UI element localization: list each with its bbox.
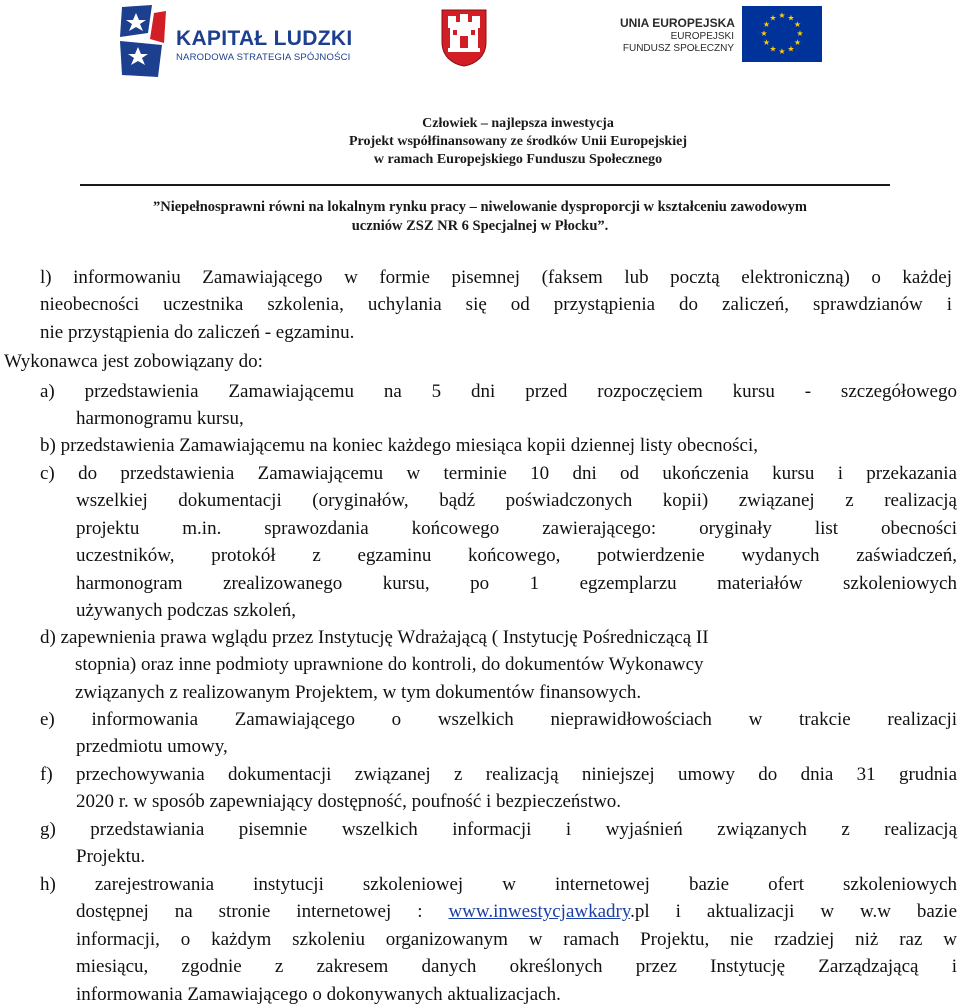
item-l-line2: nieobecności uczestnika szkolenia, uchylania się od przystąpienia do zaliczeń, sprawdzianów i: [40, 294, 952, 316]
item-e-line1: e) informowania Zamawiającego o wszelkich nieprawidłowościach w trakcie realizacji: [40, 709, 957, 730]
svg-text:★: ★: [793, 20, 802, 29]
item-c: [40, 460, 957, 624]
kapital-ludzki-subtitle: NARODOWA STRATEGIA SPÓJNOŚCI: [176, 52, 351, 63]
item-b: [40, 432, 758, 459]
item-e: [40, 706, 957, 761]
svg-text:★: ★: [769, 13, 777, 23]
eu-logo-line1: UNIA EUROPEJSKA: [620, 16, 735, 30]
item-d-line1: d) zapewnienia prawa wglądu przez Instytucję Wdrażającą ( Instytucję Pośredniczącą II: [40, 627, 709, 648]
item-f-line1: f) przechowywania dokumentacji związanej z realizacją niniejszej umowy do dnia 31 grudnia: [40, 764, 957, 785]
svg-text:★: ★: [769, 44, 777, 54]
obligations-intro: Wykonawca jest zobowiązany do:: [4, 351, 263, 372]
item-f: [40, 761, 957, 816]
item-d-line2: stopnia) oraz inne podmioty uprawnione do kontroli, do dokumentów Wykonawcy: [75, 654, 704, 676]
item-h-line1: h) zarejestrowania instytucji szkoleniowej w internetowej bazie ofert szkoleniowych: [40, 874, 957, 895]
svg-text:★: ★: [762, 38, 771, 47]
project-title-line2: uczniów ZSZ NR 6 Specjalnej w Płocku”.: [351, 218, 609, 234]
item-l: [40, 264, 952, 346]
item-h: [40, 871, 957, 1008]
inwestycjawkadry-link[interactable]: www.inwestycjawkadry: [448, 901, 631, 923]
item-f-line2: 2020 r. w sposób zapewniający dostępność, poufność i bezpieczeństwo.: [76, 791, 622, 813]
item-h-line4: miesiącu, zgodnie z zakresem danych określonych przez Instytucję Zarządzającą i: [76, 956, 957, 978]
item-c-line2: wszelkiej dokumentacji (oryginałów, bądź poświadczonych kopii) związanej z realizacją: [76, 490, 957, 512]
item-g: [40, 816, 957, 871]
eu-logo: [620, 6, 830, 68]
eu-flag-icon: [742, 6, 822, 62]
svg-text:★: ★: [787, 13, 795, 23]
item-g-line1: g) przedstawiania pisemnie wszelkich informacji i wyjaśnień związanych z realizacją: [40, 819, 957, 840]
item-c-line1: c) do przedstawienia Zamawiającemu w terminie 10 dni od ukończenia kursu i przekazania: [40, 463, 957, 484]
project-cofinanced: Projekt współfinansowany ze środków Unii Europejskiej: [349, 134, 687, 149]
kapital-ludzki-mark-icon: [118, 3, 168, 79]
item-h-line3: informacji, o każdym szkoleniu organizowanym w ramach Projektu, nie rzadziej niż raz w: [76, 928, 957, 950]
svg-text:★: ★: [762, 20, 771, 29]
kapital-ludzki-title: KAPITAŁ LUDZKI: [176, 27, 353, 50]
item-g-line2: Projektu.: [76, 846, 146, 868]
item-l-line3: nie przystąpienia do zaliczeń - egzaminu.: [40, 321, 355, 343]
project-slogan: Człowiek – najlepsza inwestycja: [422, 116, 614, 131]
svg-text:★: ★: [787, 44, 795, 54]
plock-coat-of-arms-icon: [440, 8, 488, 68]
item-a-line2: harmonogramu kursu,: [76, 408, 244, 430]
project-title-line1: ”Niepełnosprawni równi na lokalnym rynku pracy – niwelowanie dysproporcji w kształceniu zawodowym: [152, 199, 808, 215]
item-b-line1: b) przedstawienia Zamawiającemu na koniec każdego miesiąca kopii dziennej listy obecności,: [40, 435, 759, 456]
item-l-line1: l) informowaniu Zamawiającego w formie pisemnej (faksem lub pocztą elektroniczną) o każdej: [40, 267, 952, 288]
item-c-line3: projektu m.in. sprawozdania końcowego zawierającego: oryginały list obecności: [76, 517, 957, 539]
page-header: [0, 0, 960, 90]
item-c-line6: używanych podczas szkoleń,: [76, 600, 297, 622]
eu-logo-text: [620, 16, 734, 55]
kapital-ludzki-logo: [118, 3, 363, 79]
item-h-line2: dostępnej na stronie internetowej : www.inwestycjawkadry.pl i aktualizacji w w.w bazie: [76, 901, 958, 923]
item-a: [40, 378, 957, 433]
project-fund: w ramach Europejskiego Funduszu Społecznego: [373, 152, 663, 167]
svg-text:★: ★: [793, 38, 802, 47]
item-c-line5: harmonogram zrealizowanego kursu, po 1 egzemplarzu materiałów szkoleniowych: [76, 572, 957, 594]
svg-text:★: ★: [778, 47, 786, 56]
item-h-line5: informowania Zamawiającego o dokonywanych aktualizacjach.: [76, 983, 561, 1005]
item-c-line4: uczestników, protokół z egzaminu końcowego, potwierdzenie wydanych zaświadczeń,: [76, 545, 957, 567]
item-d: [40, 624, 709, 706]
eu-logo-line3: FUNDUSZ SPOŁECZNY: [622, 43, 734, 54]
svg-text:★: ★: [778, 11, 786, 20]
svg-text:★: ★: [796, 29, 804, 38]
item-a-line1: a) przedstawienia Zamawiającemu na 5 dni przed rozpoczęciem kursu - szczegółowego: [40, 381, 957, 402]
item-e-line2: przedmiotu umowy,: [76, 736, 228, 758]
item-d-line3: związanych z realizowanym Projektem, w tym dokumentów finansowych.: [75, 681, 642, 703]
svg-text:★: ★: [760, 29, 768, 38]
header-divider: [80, 184, 890, 186]
eu-logo-line2: EUROPEJSKI: [670, 31, 734, 42]
